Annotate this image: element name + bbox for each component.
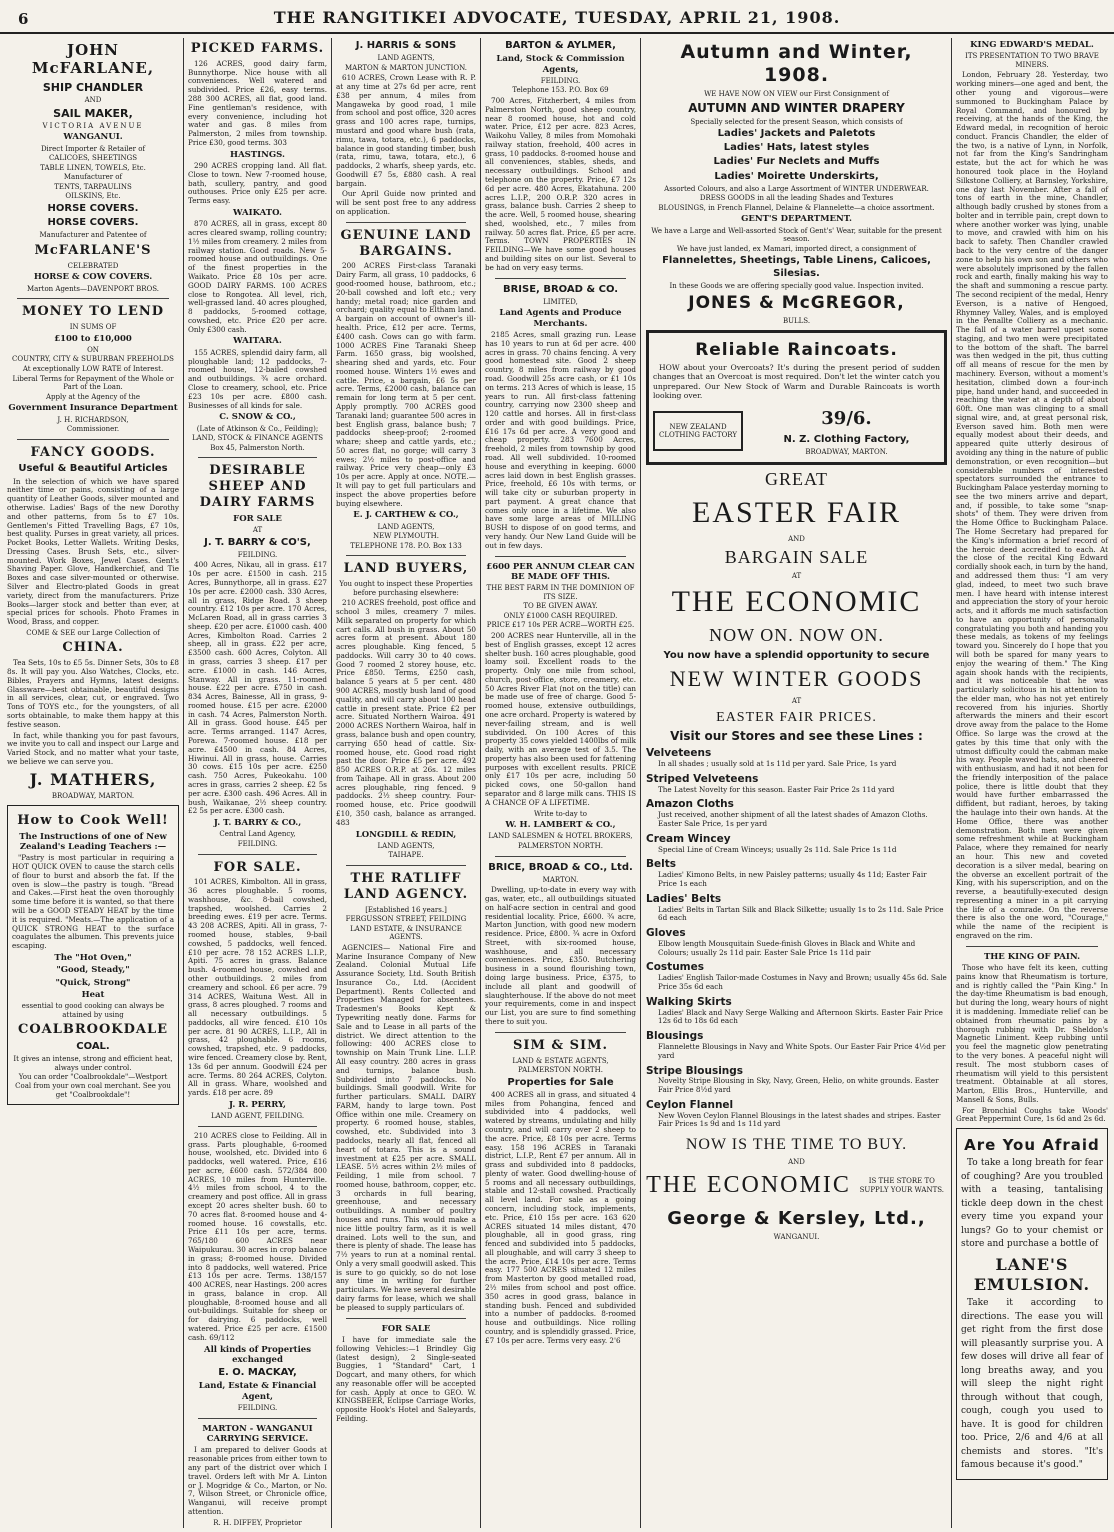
vehicles-for-sale-ad: FOR SALE I have for immediate sale the following Vehicles:—1 Brindley Gig (latest design), 2 Single-seated Buggies, 1 "Standard" Cart, 1 Dogcart, and many others, for which any reasonable offer will be accepted for cash. Apply at once to GEO. W. KINGSBEER, Eclipse Carriage Works, opposite Hook's Hotel and Saleyards, Feilding. [336, 1323, 476, 1423]
column-6 [953, 38, 1111, 1528]
brice-marton-ad: BRICE, BROAD & CO., Ltd. MARTON. Dwelling, up-to-date in every way with gas, water, etc., all outbuildings situated on half-acre section in central and good residential locality. Price, £600. ¾ acre, Marton Junction, with good new modern residence. Price, £800. ¾ acre in Oxford Street, with six-roomed house, washhouse, and all necessary conveniences. Price, £350. Butchering business in a sound flourishing town, doing large business. Price, £375, to include all plant and goodwill of slaughterhouse. If the above do not meet your requirements, come in and inspect our List, you are sure to find something there to suit you. [485, 861, 636, 1026]
column-1 [4, 38, 182, 1528]
list-item: Amazon Cloths Just received, another shipment of all the latest shades of Amazon Cloths. Easter Sale Price, 1s per yard [646, 798, 928, 828]
column-rule [640, 38, 641, 1528]
harris-ad: J. HARRIS & SONS LAND AGENTS, MARTON & MARTON JUNCTION. 610 ACRES, Crown Lease with R. P. at any time at 27s 6d per acre, rent £38 per annum, 4 miles from Mangaweka by good road, 1 mile from school and post office, 320 acres grass and 100 acres rape, turnips, mustard and good whare bush (rata, rimu, tawa, totara, etc.), 6 paddocks, balance in good standing timber, bush (rata, rimu, tawa, totara, etc.), 6 paddocks, 2 wharfs, sheep yards, etc. Goodwill £7 5s, £880 cash. A real bargain. Our April Guide now printed and will be sent post free to any address on application. [336, 40, 476, 216]
sim-and-sim-ad: SIM & SIM. LAND & ESTATE AGENTS, PALMERSTON NORTH. Properties for Sale 400 ACRES all in grass, and situated 4 miles from Pohangina, fenced and subdivided into 4 paddocks, well watered by streams, undulating and hilly country, and will carry over 2 sheep to the acre. Price, £8 10s per acre. Terms easy. 158 196 ACRES in Taranaki district, L.I.P., Rent £7 per annum. All in grass and subdivided into 8 paddocks, plenty of water. Good dwelling-house of 5 rooms and all necessary outbuildings, stable and 12-stall cowshed. Practically all level land. For sale as a going concern, including stock, implements, etc. Price, £10 15s per acre. 163 620 ACRES situated 14 miles distant, 470 ploughable, all in good grass, ring fenced and subdivided into 5 paddocks, all ploughable, and will carry 3 sheep to the acre. Price, £14 10s per acre. Terms easy. 177 500 ACRES situated 12 miles from Masterton by good metalled road, 2½ miles from school and post office. 350 acres in good grass, balance in standing bush. Fenced and subdivided into a number of paddocks. 8-roomed house and outbuildings. Nice rolling country, and is splendidly grassed. Price, £7 10s per acre. Terms very easy. 2'6 [485, 1037, 636, 1345]
list-item: Gloves Elbow length Mousquitain Suede-finish Gloves in Black and White and Colours; usually 2s 11d pair. Easter Sale Price 1s 11d pair [646, 927, 916, 957]
column-rule [951, 38, 952, 1528]
picked-farms-ad: PICKED FARMS. 126 ACRES, good dairy farm, Bunnythorpe. Nice house with all conveniences. Well watered and subdivided. Price £26, easy terms. 288 300 ACRES, all flat, good land. Fine gentleman's residence, with every convenience, including hot water and gas. 8 miles from Palmerston, 2 miles from township. Price £30, good terms. 303 HASTINGS. 290 ACRES cropping land. All flat. Close to town. New 7-roomed house, bath, scullery, pantry, and good outhouses. Price only £25 per acre. Terms easy. WAIKATO. 870 ACRES, all in grass, except 80 acres cleared swamp, rolling country; 1½ miles from creamery. 2 miles from railway station. Good roads. New 5-roomed house and outbuildings. One of the finest properties in the Waikato. Price £8 10s per acre. GOOD DAIRY FARMS. 100 ACRES close to Rongotea. All level, rich, well-grassed land. 40 acres ploughed, 8 paddocks, 5-roomed cottage, cowshed, etc. Price £20 per acre. Only £300 cash. WAITARA. 155 ACRES, splendid dairy farm, all ploughable land; 12 paddocks, 7-roomed house, 12-bailed cowshed and outbuildings. ¾ acre orchard. Close to creamery, school, etc. Price £23 10s per acre. £800 cash. Businesses of all kinds for sale. C. SNOW & CO., (Late of Atkinson & Co., Feilding); LAND, STOCK & FINANCE AGENTS Box 45, Palmerston North. [188, 41, 327, 452]
list-item: Blousings Flannelette Blousings in Navy and White Spots. Our Easter Fair Price 4½d per yard [646, 1030, 946, 1060]
column-3 [333, 38, 479, 1528]
list-item: Cream Wincey Special Line of Cream Winceys; usually 2s 11d. Sale Price 1s 11d [646, 832, 897, 854]
clothing-factory-logo: NEW ZEALAND CLOTHING FACTORY [653, 411, 743, 451]
list-item: Ceylon Flannel New Woven Ceylon Flannel Blousings in the latest shades and stripes. Easter Fair Prices 1s 9d and 1s 11d yard [646, 1098, 941, 1129]
medal-article: KING EDWARD'S MEDAL. ITS PRESENTATION TO TWO BRAVE MINERS. London, February 28. Yesterday, two working miners—one aged and bent, the other young and vigorous—were summoned to Buckingham Palace by Royal Command, and honoured by receiving, at the hands of the King, the Edward medal, in recognition of heroic conduct. Francis Chandler, the elder of the two, is a native of Lynn, in Norfolk, not far from the King's Sandringham estate, but the act for which he was honoured took place in the Hoyland Silkstone Colliery, at Barnsley, Yorkshire, one day last November. After a fall of tons of earth in the mine, Chandler, although badly crushed by stones from a bolter and in terrible pain, crept down to where another worker was lying, unable to move, and crawled with him on his back to safety. Then Chandler crawled back to the very centre of the danger zone to help his own son and others who were absolutely imprisoned by the fallen rock and earth, finally making his way to the shaft and summoning a rescue party. The second recipient of the medal, Henry Everson, is a native of Hengoed, Rhymney Valley, Wales, and is employed in the Penallte Colliery as a mechanic. The fall of a water barrel upset some staging, and two men were precipitated to the bottom of the shaft. The barrel was then wedged in the pit, thus cutting off all means of rescue for the men by machinery. Everson, without a moment's hesitation, climbed down a four-inch pipe, hand under hand, and succeeded in reaching the water at a depth of about 60ft. One man was clinging to a small signal wire, and, at great personal risk, Everson saved him. Both men were equally modest about their deeds, and appeared quite utterly desirous of avoiding any thing in the nature of public demonstration, or even recognition—but considerable numbers of interested spectators surrounded the entrance to Buckingham Palace yesterday morning to see the two miners arrive and depart, and, if possible, to take some "snap-shots" of them. They were driven from the Home Office to Buckingham Palace. The Home Secretary had prepared for the King's information a brief record of the heroic deed accredited to each. At the close of the recital King Edward cordially shook each, in turn by the hand, and addressed them thus: "I am very glad, indeed, to meet two such brave men. I have heard with intense interest and appreciation the story of your heroic acts, and it affords me much satisfaction to have an opportunity of personally congratulating you both and handing you these medals, as tokens of my feelings toward you. Sincerely do I hope that you will both be spared for many years to enjoy the wearing of them." The King again shook hands with the recipients, and it was noticeable that he was particularly solicitous in his attention to the elder man, who has not yet entirely recovered from his injuries. Shortly afterwards the miners and their escort drove away from the palace to the Home Office. So large was the crowd at the gates by this time that only with the utmost difficulty could the cabman make his way. People waved hats, and cheered with enthusiasm, and had it not been for the friendly interposition of the palace police, there is little doubt that they would have further embarrassed the diffident, but radiant, heroes, by taking the haulage into their own hands. At the Home Office, there was another demonstration. Both men were given some refreshment while at Buckingham Palace, where they remained for nearly an hour. This new and coveted decoration is a silver medal, bearing on the obverse an excellent portrait of the King, with his superscription, and on the reverse, a beautifully-executed design representing a miner in a pit carrying the life of a comrade. On the reverse there is also the one word, "Courage," while the name of the recipient is engraved on the rim. [956, 40, 1108, 940]
list-item: Walking Skirts Ladies' Black and Navy Serge Walking and Afternoon Skirts. Easter Fair Price 12s 6d to 18s 6d each [646, 995, 943, 1026]
perry-for-sale-ad: FOR SALE. 101 ACRES, Kimbolton. All in grass, 36 acres ploughable. 5 rooms, washhouse, &c. 8-bail cowshed, trapshed, woolshed. Carries 2 breeding ewes. £19 per acre. Terms. 43 208 ACRES, Apiti. All in grass, 7-roomed house, stables, 9-bail cowshed, 5 paddocks, well fenced. £10 per acre. 78 152 ACRES L.I.P., Apiti. 75 acres in grass. Balance bush. 4-roomed house, cowshed and other outbuildings. 2 miles from creamery and school. £6 per acre. 79 314 ACRES, Waituna West. All in grass, 8 acres ploughed. 7 rooms and all necessary outbuildings. 5 paddocks, all wire fenced. £10 10s per acre. 81 90 ACRES, L.I.P., All in grass, 42 ploughable. 6 rooms, cowshed, trapshed, etc. 9 paddocks, wire fenced. Creamery close by. Rent, 13s 6d per annum. Goodwill £24 per acre. Terms. 80 264 ACRES, Colyton. All in grass. Whare, woolshed and yards. £18 per acre. 89 J. R. PERRY, LAND AGENT, FEILDING. [188, 859, 327, 1121]
mcfarlane-ad: JOHN McFARLANE, SHIP CHANDLER AND SAIL MAKER, VICTORIA AVENUE WANGANUI. Direct Importer & Retailer of CALICOES, SHEETINGS TABLE LINEN, TOWELS, Etc. Manufacturer of TENTS, TARPAULINS OILSKINS, Etc. HORSE COVERS. HORSE COVERS. Manufacturer and Patentee of McFARLANE'S CELEBRATED HORSE & COW COVERS. Marton Agents—DAVENPORT BROS. [26, 41, 160, 293]
carrying-service-ad: MARTON - WANGANUI CARRYING SERVICE. I am prepared to deliver Goods at reasonable prices from either town to any part of the district over which I travel. Orders left with Mr A. Linton or J. Mogridge & Co., Marton, or No. 7, Wilson Street, or Chronicle office, Wanganui, will receive prompt attention. R. H. DIFFEY, Proprietor [188, 1423, 327, 1527]
masthead [0, 0, 1114, 34]
easter-fair-ad: GREAT EASTER FAIR AND BARGAIN SALE AT THE ECONOMIC NOW ON. NOW ON. You now have a splendid opportunity to secure NEW WINTER GOODS AT EASTER FAIR PRICES. Visit our Stores and see these Lines : Velveteens In all shades ; usually sold at 1s 11d per yard. Sale Price, 1s yard Striped Velveteens The Latest Novelty for this season. Easter Fair Price 2s 11d yard Amazon Cloths Just received, another shipment of all the latest shades of Amazon Cloths. Easter Sale Price, 1s per yard Cream Wincey Special Line of Cream Winceys; usually 2s 11d. Sale Price 1s 11d Belts Ladies' Kimono Belts, in new Paisley patterns; usually 4s 11d; Easter Fair Price 1s each Ladies' Belts Ladies' Belts in Tartan Silk and Black Silkette; usually 1s to 2s 11d. Sale Price 6d each Gloves Elbow length Mousquitain Suede-finish Gloves in Black and White and Colours; usually 2s 11d pair. Easter Sale Price 1s 11d pair Costumes Ladies' English Tailor-made Costumes in Navy and Brown; usually 45s 6d. Sale Price 35s 6d each Walking Skirts Ladies' Black and Navy Serge Walking and Afternoon Skirts. Easter Fair Price 12s 6d to 18s 6d each Blousings Flannelette Blousings in Navy and White Spots. Our Easter Fair Price 4½d per yard Stripe Blousings Novelty Stripe Blousing in Sky, Navy, Green, Helio, on white grounds. Easter Fair Price 8½d yard Ceylon Flannel New Woven Ceylon Flannel Blousings in the latest shades and stripes. Easter Fair Prices 1s 9d and 1s 11d yard NOW IS THE TIME TO BUY. AND THE ECONOMIC IS THE STORE TO SUPPLY YOUR WANTS. George & Kersley, Ltd., WANGANUI. [646, 468, 947, 1241]
column-5 [643, 38, 950, 1528]
lambert-farm-ad: £600 PER ANNUM CLEAR CAN BE MADE OFF THIS. THE BEST FARM IN THE DOMINION OF ITS SIZE. TO BE GIVEN AWAY. ONLY £1000 CASH REQUIRED. PRICE £17 10s PER ACRE—WORTH £25. 200 ACRES near Hunterville, all in the best of English grasses, except 12 acres shelter bush. 160 acres ploughable, good loamy soil. Excellent roads to the property. Only one mile from school, church, post-office, store, creamery, etc. 50 Acres River Flat (not on the title) can be made use of free of charge. Good 5-roomed house, extensive outbuildings, one acre orchard. Property is watered by never-failing stream, and is well subdivided. On 100 Acres of this property 35 cows yielded 1400lbs of milk daily, with an average test of 3.5. The property has also been used for fattening purposes with excellent results. PRICE only £17 10s per acre, including 50 picked cows, one 50-gallon hand separator and 8 large milk cans. THIS IS A CHANCE OF A LIFETIME. Write to-day to W. H. LAMBERT & CO., LAND SALESMEN & HOTEL BROKERS, PALMERSTON NORTH. [485, 561, 636, 850]
column-rule [480, 38, 481, 1528]
raincoat-ad: Reliable Raincoats. HOW about your Overcoats? It's during the present period of sudden changes that an Overcoat is most required. Don't let the winter catch you unprepared. Our New Stock of Warm and Durable Raincoats is worth looking over. NEW ZEALAND CLOTHING FACTORY 39/6. N. Z. Clothing Factory, BROADWAY, MARTON. [646, 330, 947, 465]
page-number: 6 [18, 10, 29, 28]
genuine-bargains-ad: GENUINE LAND BARGAINS. 200 ACRES First-class Taranaki Dairy Farm, all grass, 10 paddocks, 6 good-roomed house, bathroom, etc.; 20-ball cowshed and loft etc.; very handy; metal road; nice garden and orchard; quality equal to Eltham land. A bargain on account of owner's ill-health. Price, £12 per acre. Terms, £400 cash. Cows can go with farm. 1000 ACRES Fine Taranaki Sheep Farm. 1650 grass, big woolshed, shearing shed and yards, etc. Four roomed house. Winters 1½ ewes and cattle. Price, a bargain, £6 5s per acre. Terms, £2000 cash, balance can remain for long term at 5 per cent. Apply promptly. 700 ACRES good Taranaki land; guarantee 500 acres in best English grass, balance bush; 7 paddocks sheep-proof; 2-roomed whare; sheep and cattle yards, etc.; 50 acres flat, no gorge; will carry 3 ewes; 2½ miles to post-office and railway. Price very cheap—only £3 10s per acre. Apply at once. NOTE.—It will pay to get full particulars and inspect the above properties before buying elsewhere. E. J. CARTHEW & CO., LAND AGENTS, NEW PLYMOUTH. TELEPHONE 178. P.O. Box 133 [336, 227, 476, 550]
money-to-lend-ad: MONEY TO LEND IN SUMS OF £100 to £10,000 ON COUNTRY, CITY & SUBURBAN FREEHOLDS At exceptionally LOW RATE of Interest. Liberal Terms for Repayment of the Whole or Part of the Loan. Apply at the Agency of the Government Insurance Department J. H. RICHARDSON, Commissioner. [8, 304, 178, 434]
column-2 [185, 38, 330, 1528]
column-rule [331, 38, 332, 1528]
ratliff-ad: THE RATLIFF LAND AGENCY. [Established 16 years.] FERGUSSON STREET, FEILDING LAND ESTATE, & INSURANCE AGENTS. AGENCIES— National Fire and Marine Insurance Company of New Zealand. Colonial Mutual Life Assurance Society, Ltd. South British Insurance Co., Ltd. (Accident Department). Rents Collected and Properties Managed for absentees. Tradesmen's Books Kept & Typewriting neatly done. Farms for Sale and to Lease in all parts of the district. We direct attention to the following: 400 ACRES close to township on Main Trunk Line. L.I.P. All easy country. 280 acres in grass and turnips, balance bush. Subdivided into 7 paddocks. No buildings. Small goodwill. Write for further particulars. SMALL DAIRY FARM, handy to large town. Post Office within one mile. Creamery on property. 6 roomed house, stables, cowshed, etc. Subdivided into 3 paddocks, nearly all flat, fenced all heart of totara. This is a sound investment at £25 per acre. SMALL LEASE. 5½ acres within 2½ miles of Feilding, 1 mile from school. 7 roomed house, bathroom, copper, etc. 3 orchards in full bearing, greenhouse, and necessary outbuildings. A number of poultry houses and runs. This would make a nice little poultry farm, as it is well drained. Lots well to the sun, and there is plenty of shade. The lease has 7½ years to run at a nominal rental. Only a very small goodwill asked. This is sure to go quickly, so do not lose any time in writing for further particulars. We have several desirable dairy farms for lease, which we shall be pleased to supply particulars of. [336, 870, 476, 1312]
list-item: Striped Velveteens The Latest Novelty for this season. Easter Fair Price 2s 11d yard [646, 772, 895, 794]
list-item: Ladies' Belts Ladies' Belts in Tartan Silk and Black Silkette; usually 1s to 2s 11d. Sale Price 6d each [646, 892, 944, 923]
column-rule [183, 38, 184, 1528]
brice-broad-ad: BRISE, BROAD & CO. LIMITED, Land Agents and Produce Merchants. 2185 Acres, small grazing run. Lease has 10 years to run at 6d per acre. 400 acres in grass. 70 chains fencing. A very good homestead site. Good 2 sheep country, 8 miles from railway by good road. Goodwill 25s acre cash, or £1 10s on terms. 213 Acres of which is lease, 15 years to run. All first-class fattening country, carrying now 2300 sheep and 120 cattle and horses. All in first-class order and with good buildings. Price, £16 17s 6d per acre. A very good and cheap property. 283 7600 Acres, freehold, 2 miles from township by good road. All well subdivided. 10-roomed house and everything in keeping. 6000 acres laid down in best English grasses. Price, freehold, £6 10s with terms, or will take city or suburban property in part payment. A great chance that comes only once in a lifetime. We also have some large areas of MILLING BUSH to dispose of on good terms, and very handy. Our New Land Guide will be out in few days. [485, 283, 636, 550]
list-item: Velveteens In all shades ; usually sold at 1s 11d per yard. Sale Price, 1s yard [646, 747, 897, 769]
fancy-goods-ad: FANCY GOODS. Useful & Beautiful Articles In the selection of which we have spared neither time or pains, consisting of a large quantity of Leather Goods, silver mounted and otherwise. Ladies' Bags of the new Dorothy and other patterns, from 5s to £7 10s. Gentlemen's Fitted Travelling Bags, £7 10s, best quality. Purses in great variety, all prices. Pocket Books, Letter Wallets. Writing Desks, Dressing Cases. Brush Sets, etc., silver-mounted. Work Boxes, Jewel Cases. Gent's Shaving Paper. Glove, Handkerchief, and Tie Boxes and case silver-mounted or otherwise. Silver and Electro-plated Goods in great variety, direct from the manufacturers. Prize Books—larger stock and better than ever, at special prices for schools. Photo Frames in Wood, Brass, and copper. COME & SEE our Large Collection of CHINA. Tea Sets, 10s to £5 5s. Dinner Sets, 30s to £8 8s. It will pay you. Also Watches, Clocks, etc. Bibles, Prayers and Hymns, latest designs. Glassware—best obtainable, beautiful designs in all services, clear, cut, or engraved. Two Tons of TOYS etc., for the youngsters, of all sorts obtainable, to make them happy at this festive season. In fact, while thanking you for past favours, we invite you to call and inspect our Large and Varied Stock, and no matter what your taste, we believe we can serve you. J. MATHERS, BROADWAY, MARTON. [7, 444, 179, 801]
column-4 [482, 38, 639, 1528]
barton-aylmer-ad: BARTON & AYLMER, Land, Stock & Commission Agents, FEILDING. Telephone 153. P.O. Box 69 700 Acres, Fitzherbert, 4 miles from Palmerston North, good sheep country, near 8 roomed house, hot and cold water. Price, £12 per acre. 823 Acres, Waikohu Valley, 8 miles from Momohaki railway station, freehold, 400 acres in grass, 10 paddocks. 8-roomed house and all conveniences, stables, sheds, and necessary outbuildings. School and telephone on the property. Price, £7 12s 6d per acre. 480 Acres, Ekatahuna. 200 acres L.I.P., 200 O.R.P. 320 acres in grass, balance bush. Carries 2 sheep to the acre. Well, 5 roomed house, shearing shed, woolshed, etc., 7 miles from railway. 50 acres flat. Price, £5 per acre. Terms. TOWN PROPERTIES IN FEILDING—We have some good houses and building sites on our list. Several to be had on very easy terms. [485, 40, 636, 272]
list-item: Stripe Blousings Novelty Stripe Blousing in Sky, Navy, Green, Helio, on white grounds. Easter Fair Price 8½d yard [646, 1064, 939, 1095]
barry-farms-ad: DESIRABLE SHEEP AND DAIRY FARMS FOR SALE AT J. T. BARRY & CO'S, FEILDING. 400 Acres, Nikau, all in grass. £17 10s per acre. £1500 in cash. 215 Acres, Bunnythorpe, all in grass. £27 10s per acre. £2000 cash. 330 Acres, all in grass, Ridge Road. 3 sheep country. £12 10s per acre. 170 Acres, McLaren Road, all in grass carries 3 sheep. £20 per acre. £1000 cash. 400 Acres, Kimbolton Road. Carries 2 sheep, all in grass. £22 per acre, £3500 cash. 600 Acres, Colyton. All in grass, carries 3 sheep. £17 per acre. £1000 in cash. 146 Acres, Stanway. All in grass. 11-roomed house. £22 per acre. £750 in cash. 834 Acres, Bainesse, All in grass, 9-roomed house. £15 per acre. £2000 in cash. 74 Acres, Palmerston North. All in grass. Good house. £45 per acre. Terms arranged. 1147 Acres, Porewa. 7-roomed house. £18 per acre. £4500 in cash. 84 Acres, Hiwinui. All in grass, house. Carries 30 cows. £15 10s per acre. £250 cash. 750 Acres, Pukeokahu. 100 acres in grass, carries 2 sheep. £2 5s per acre. £300 cash. 496 Acres. All in bush, Waikanae, 2½ sheep country. £2 5s per acre. £300 cash. J. T. BARRY & CO., Central Land Agency, FEILDING. [188, 463, 327, 848]
newspaper-title: THE RANGITIKEI ADVOCATE, TUESDAY, APRIL 21, 1908. [273, 8, 841, 27]
king-of-pain-article: THE KING OF PAIN. Those who have felt its keen, cutting pains know that Rheumatism is torture, and is rightly called the "Pain King." In the day-time Rheumatism is bad enough, but during the long, weary hours of night it is maddening. Immediate relief can be obtained from rheumatic pains by a thorough rubbing with Dr. Sheldon's Magnetic Liniment. Keep rubbing until you feel the magnetic glow penetrating to the very bones. A peaceful night will result. The most stubborn cases of rheumatism will yield to this persistent treatment. Obtainable at all stores, Marton, Ellis Bros., Hunterville, and Mansell & Sons, Bulls. For Bronchial Coughs take Woods' Great Peppermint Cure, 1s 6d and 2s 6d. [956, 951, 1108, 1124]
mackay-ad: 210 ACRES close to Feilding. All in grass. Parts ploughable, 6-roomed house, woolshed, etc. Divided into 6 paddocks, well watered. Price, £16 per acre, £600 cash. 572/384 800 ACRES, 10 miles from Hunterville. 4½ miles from school, 4 to the creamery and post office. All in grass except 20 acres shelter bush. 60 to 70 acres flat. 8-roomed house and 4-roomed house. 16 cowstalls, etc. Price £11 10s per acre, terms. 765/180 600 ACRES near Waipukurau. 30 acres in crop balance in grass; 8-roomed house. Divided into 8 paddocks, well watered. Price £13 10s per acre. Terms. 138/157 400 ACRES, near Hastings. 200 acres in grass, balance in crop. All ploughable, 8-roomed house and all out-buildings. Suitable for sheep or for dairying. 6 paddocks, well watered. Price £25 per acre. £1500 cash. 69/112 All kinds of Properties exchanged E. O. MACKAY, Land, Estate & Financial Agent, FEILDING. [188, 1130, 327, 1413]
list-item: Costumes Ladies' English Tailor-made Costumes in Navy and Brown; usually 45s 6d. Sale Price 35s 6d each [646, 961, 947, 992]
cook-well-ad: How to Cook Well! The Instructions of one of New Zealand's Leading Teachers :— "Pastry is most particular in requiring a HOT QUICK OVEN to cause the starch cells of flour to burst and absorb the fat. If the oven is slow—the pastry is tough. "Bread and Cakes.—First heat the oven thoroughly some time before it is wanted, so that there will be a GOOD STEADY HEAT by the time it is required. "Meats.—The application of a QUICK STRONG HEAT to the surface coagulates the albumen. This prevents juice escaping. The "Hot Oven," "Good, Steady," "Quick, Strong" Heat essential to good cooking can always be attained by using COALBROOKDALE COAL. It gives an intense, strong and efficient heat, always under control. You can order "Coalbrookdale"—Westport Coal from your own coal merchant. See you get "Coalbrookdale"! [7, 805, 179, 1105]
autumn-winter-ad: Autumn and Winter, 1908. WE HAVE NOW ON VIEW our First Consignment of AUTUMN AND WINTER DRAPERY Specially selected for the present Season, which consists of Ladies' Jackets and Paletots Ladies' Hats, latest styles Ladies' Fur Neclets and Muffs Ladies' Moirette Underskirts, Assorted Colours, and also a Large Assortment of WINTER UNDERWEAR. DRESS GOODS in all the leading Shades and Textures BLOUSINGS, in French Flannel, Delaine & Flannelette—a choice assortment. GENT'S DEPARTMENT. We have a Large and Well-assorted Stock of Gent's' Wear, suitable for the present season. We have just landed, ex Mamari, imported direct, a consignment of Flannelettes, Sheetings, Table Linens, Calicoes, Silesias. In these Goods we are offering specially good value. Inspection invited. JONES & McGREGOR, BULLS. [651, 41, 942, 325]
list-item: Belts Ladies' Kimono Belts, in new Paisley patterns; usually 4s 11d; Easter Fair Price 1s each [646, 858, 927, 888]
sale-items-list [646, 747, 947, 1129]
land-buyers-ad: LAND BUYERS, You ought to inspect these Properties before purchasing elsewhere: 210 ACRES freehold, post office and school 3 miles, creamery 7 miles. Milk separated on property for which cart calls. All bush in grass. About 50 acres form at present. About 180 acres ploughable. King fenced, 5 paddocks. Will carry 30 to 40 cows. Good 7 roomed 2 storey house, etc. Price £850. Terms, £250 cash, balance 5 years at 5 per cent. 480 900 ACRES, mostly bush land of good quality, and will carry about 100 head cattle in present state. Price £2 per acre. Situated Northern Wairoa. 491 2000 ACRES Northern Wairoa, half in grass, balance bush and open country, carrying 650 head of cattle. Six-roomed house, etc. Good road right past the door. Price £5 per acre. 492 850 ACRES O.R.P. at 26s. 12 miles from Taihape. All in grass. About 200 acres ploughable, ring fenced. 9 paddocks. 2½ sheep country. Four-roomed house, etc. Price goodwill £10, 350 cash, balance as arranged. 483 LONGDILL & REDIN, LAND AGENTS, TAIHAPE. [336, 561, 476, 860]
lanes-emulsion-ad: Are You Afraid To take a long breath for fear of coughing? Are you troubled with a teasing, tantalising tickle deep down in the chest every time you expand your lungs? Go to your chemist or store and purchase a bottle of LANE'S EMULSION. Take it according to directions. The ease you will get right from the first dose will pleasantly surprise you. A few doses will drive all fear of long breaths away, and you will sleep the night right through without that cough, cough, cough you used to have. It is good for children too. Price, 2/6 and 4/6 at all chemists and stores. "It's famous because it's good." [956, 1128, 1108, 1479]
